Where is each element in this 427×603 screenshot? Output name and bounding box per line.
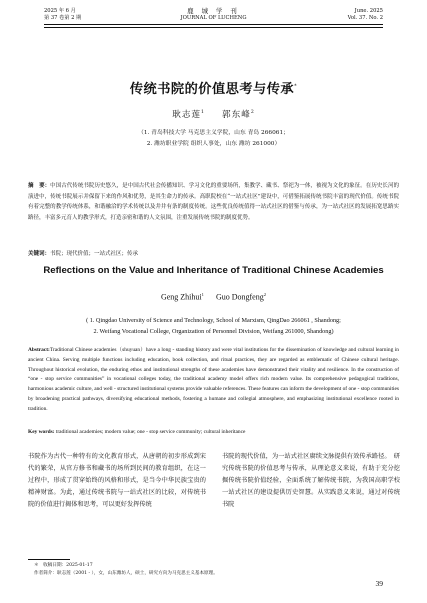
journal-name-cn: 鹿 城 学 刊 <box>187 7 240 15</box>
keywords-en-text: traditional academies; modern value; one - stop service community; cultural inheritance <box>55 429 246 435</box>
author2-cn-sup: 2 <box>250 110 255 116</box>
abstract-en <box>28 346 399 414</box>
volume-issue: 第 37 卷第 2 期 <box>44 15 82 21</box>
author1-cn-sup: 1 <box>201 110 205 116</box>
keywords-cn-text: 书院；现代价值；一站式社区；传承 <box>50 251 139 257</box>
authors-en <box>0 292 427 302</box>
body-paragraph-right: 书院的现代价值，为一站式社区赓续文脉提供有效传承路径。 研究传统书院的价值思考与传承，从理论意义来说，有助于充分挖掘传统书院价值经验，全面系统了解传统书院，为我国高职学校一站式社区的建设提供历史智慧。从实践意义来说，通过对传统书院 <box>222 453 400 508</box>
issue-date: 2025 年 6 月 <box>44 8 76 14</box>
page-number: 39 <box>375 579 383 588</box>
abstract-en-text: Traditional Chinese academies（shuyuan）have a long - standing history and were vital institutions for the dissemination of knowledge and cultural learning in ancient China. Serving multiple functions including education, book collection, and ritual practices, they are regarded as emblematic of Chinese cultural heritage. Throughout historical evolution, the enduring ethos and institutional strengths of these academies have demonstrated their vitality and resilience. In the construction of “one - stop service communities” in vocational colleges today, the traditional academy model offers rich modern value. Its comprehensive pedagogical traditions, harmonious academic culture, and well - structured institutional systems provide valuable references. These features can inform the development of one - stop communities by broadening practical pathways, diversifying educational methods, fostering a humane and collegial atmosphere, and emphasizing institutional excellence rooted in tradition. <box>28 347 399 412</box>
abstract-en-label: Abstract: <box>28 347 50 353</box>
keywords-en <box>28 428 399 438</box>
title-footnote-mark: * <box>294 83 298 90</box>
abstract-cn-label: 摘 要： <box>28 183 51 189</box>
author1-cn: 耿志莲 <box>172 110 202 120</box>
keywords-cn <box>28 249 399 259</box>
body-paragraph-left: 书院作为古代一种特有的文化教育形式，从唐朝的初步形成到宋代的繁荣，从官方修书和藏书的场所到民间的教育组织，在这一过程中，形成了贯穿始终的风格和形式，是当今中华民族宝贵的精神财富。为此，通过传统书院与一站式社区的比较，对传统书院的价值进行揭体和思考，可以更好发挥传统 <box>28 453 206 508</box>
issue-date-en: June. 2025 <box>354 8 383 14</box>
volume-issue-en: Vol. 37. No. 2 <box>347 15 383 21</box>
author2-en-sup: 2 <box>263 292 267 297</box>
issue-date-en-block <box>348 8 383 22</box>
header-rule-thin <box>44 27 383 28</box>
affiliations-cn <box>0 128 427 150</box>
author2-cn: 郭东峰 <box>222 110 251 120</box>
authors-cn <box>0 108 427 120</box>
affiliation2-cn: 2. 潍坊职业学院 组织人事处，山东 潍坊 261000） <box>146 141 281 147</box>
article-title-en: Reflections on the Value and Inheritance of Traditional Chinese Academies <box>43 265 384 276</box>
keywords-cn-label: 关键词： <box>28 251 51 257</box>
header-rule-thick <box>44 24 383 25</box>
title-cn-text: 传统书院的价值思考与传承 <box>129 82 295 97</box>
keywords-en-label: Key words: <box>28 429 55 435</box>
footnote-received: ＊ 收稿日期：2025-01-17 <box>34 563 93 568</box>
journal-name-block <box>44 8 383 22</box>
abstract-cn <box>28 181 399 223</box>
author1-en: Geng Zhihui <box>160 292 202 302</box>
affiliation1-cn: （1. 青岛科技大学 马克思主义学院，山东 青岛 266061； <box>138 130 289 136</box>
abstract-cn-text: 中国古代传统书院历史悠久，是中国古代社会传播知识、学习文化的重要场所，集教学、藏书、祭祀为一体，被视为文化的象征。在历史长河的演进中，传统书院展示并保留下来的作风和优势，是其生命力的传承。高职院校在“一站式社区”建设中，可借鉴拓展传统书院丰富的现代价值。传统书院有着完整的教学传统体系，和谐融洽的学术传统以及井井有条的制度传统。这些优良传统值得一站式社区的借鉴与传承，为一站式社区的发展拓宽思路实路径，丰富多元育人的教学形式，打造亲密和谐的人文氛围，注重发展传统书院的制度优势。 <box>28 183 399 221</box>
body-column-left <box>28 451 206 571</box>
affiliations-en <box>40 315 387 337</box>
footnote-author-info: 作者简介：耿志莲（2001 - ），女，山东潍坊人，硕士，研究方向为马克思主义基本原理。 <box>34 571 218 576</box>
author1-en-sup: 1 <box>201 292 204 297</box>
journal-name-en: JOURNAL OF LUCHENG <box>180 15 247 21</box>
article-title-cn <box>0 78 427 97</box>
affiliation1-en: ( 1. Qingdao University of Science and Technology, School of Marxism, QingDao 266061 , Shandong; <box>86 317 341 324</box>
affiliation2-en: 2. Weifang Vocational College, Organization of Personnel Division, Weifang 261000, Shandong) <box>93 328 334 335</box>
body-column-right <box>222 451 400 571</box>
footnote-rule <box>28 559 70 560</box>
author2-en: Guo Dongfeng <box>215 292 264 302</box>
